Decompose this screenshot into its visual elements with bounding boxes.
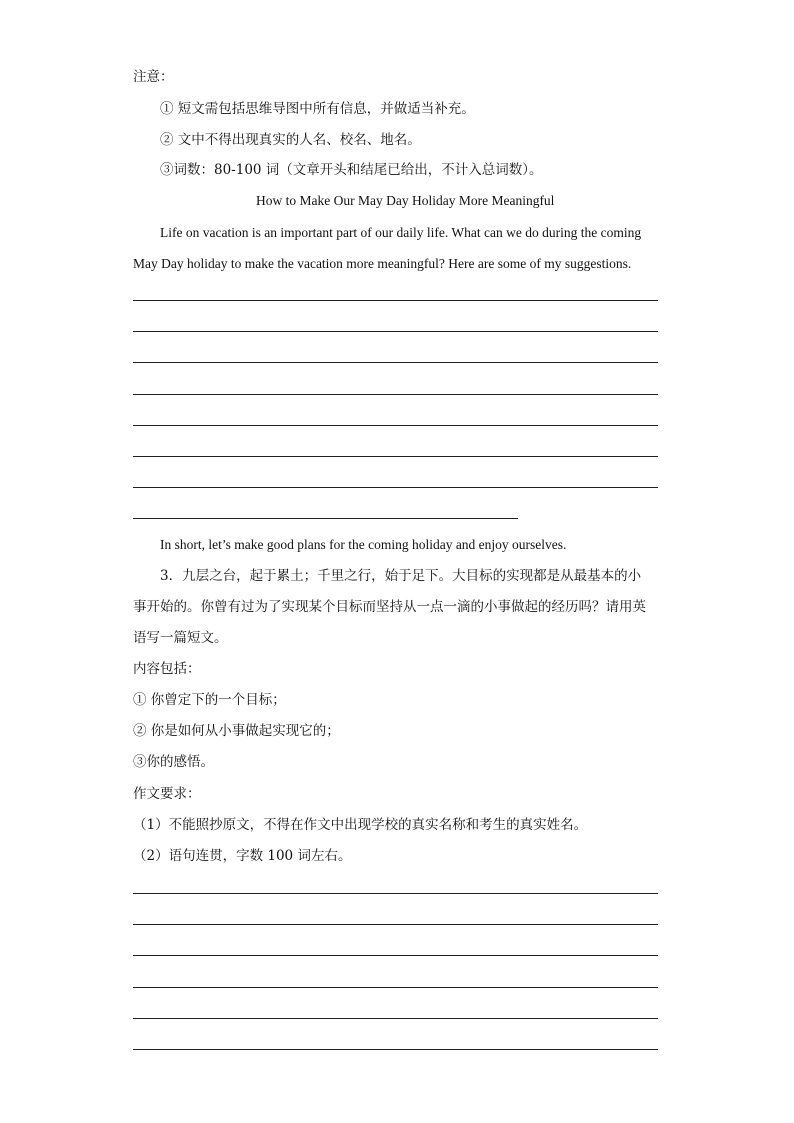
writing-line[interactable]: [133, 487, 658, 488]
essay-intro-line-2: May Day holiday to make the vacation more meaningful? Here are some of my suggestions.: [133, 256, 632, 271]
writing-line[interactable]: [133, 893, 658, 894]
content-item-1: ① 你曾定下的一个目标；: [133, 692, 286, 708]
content-item-2: ② 你是如何从小事做起实现它的；: [133, 723, 340, 739]
note-item-3: ③词数：80-100 词（文章开头和结尾已给出，不计入总词数）。: [160, 162, 543, 178]
writing-line[interactable]: [133, 300, 658, 301]
essay-intro-line-1: Life on vacation is an important part of our daily life. What can we do during the coming: [160, 225, 642, 240]
note-heading: 注意：: [133, 69, 174, 85]
writing-line[interactable]: [133, 331, 658, 332]
writing-line[interactable]: [133, 456, 658, 457]
writing-line[interactable]: [133, 362, 658, 363]
writing-line[interactable]: [133, 425, 658, 426]
content-item-3: ③你的感悟。: [133, 754, 214, 770]
note-item-2: ② 文中不得出现真实的人名、校名、地名。: [160, 132, 421, 148]
requirement-item-1: （1）不能照抄原文，不得在作文中出现学校的真实名称和考生的真实姓名。: [133, 817, 588, 833]
writing-line[interactable]: [133, 955, 658, 956]
requirement-item-2: （2）语句连贯，字数 100 词左右。: [133, 848, 352, 864]
essay-closing: In short, let’s make good plans for the coming holiday and enjoy ourselves.: [160, 537, 567, 552]
requirements-heading: 作文要求：: [133, 786, 201, 802]
writing-line[interactable]: [133, 987, 658, 988]
prompt-line-3: 语写一篇短文。: [133, 630, 228, 646]
writing-line[interactable]: [133, 394, 658, 395]
essay-title: How to Make Our May Day Holiday More Meaningful: [256, 193, 555, 208]
prompt-line-1: 3．九层之台，起于累土；千里之行，始于足下。大目标的实现都是从最基本的小: [160, 568, 642, 584]
prompt-line-2: 事开始的。你曾有过为了实现某个目标而坚持从一点一滴的小事做起的经历吗？请用英: [133, 599, 646, 615]
writing-line[interactable]: [133, 924, 658, 925]
note-item-1: ① 短文需包括思维导图中所有信息，并做适当补充。: [160, 101, 475, 117]
writing-line[interactable]: [133, 1018, 658, 1019]
writing-line-short[interactable]: [133, 518, 518, 519]
content-heading: 内容包括：: [133, 661, 201, 677]
writing-line[interactable]: [133, 1049, 658, 1050]
